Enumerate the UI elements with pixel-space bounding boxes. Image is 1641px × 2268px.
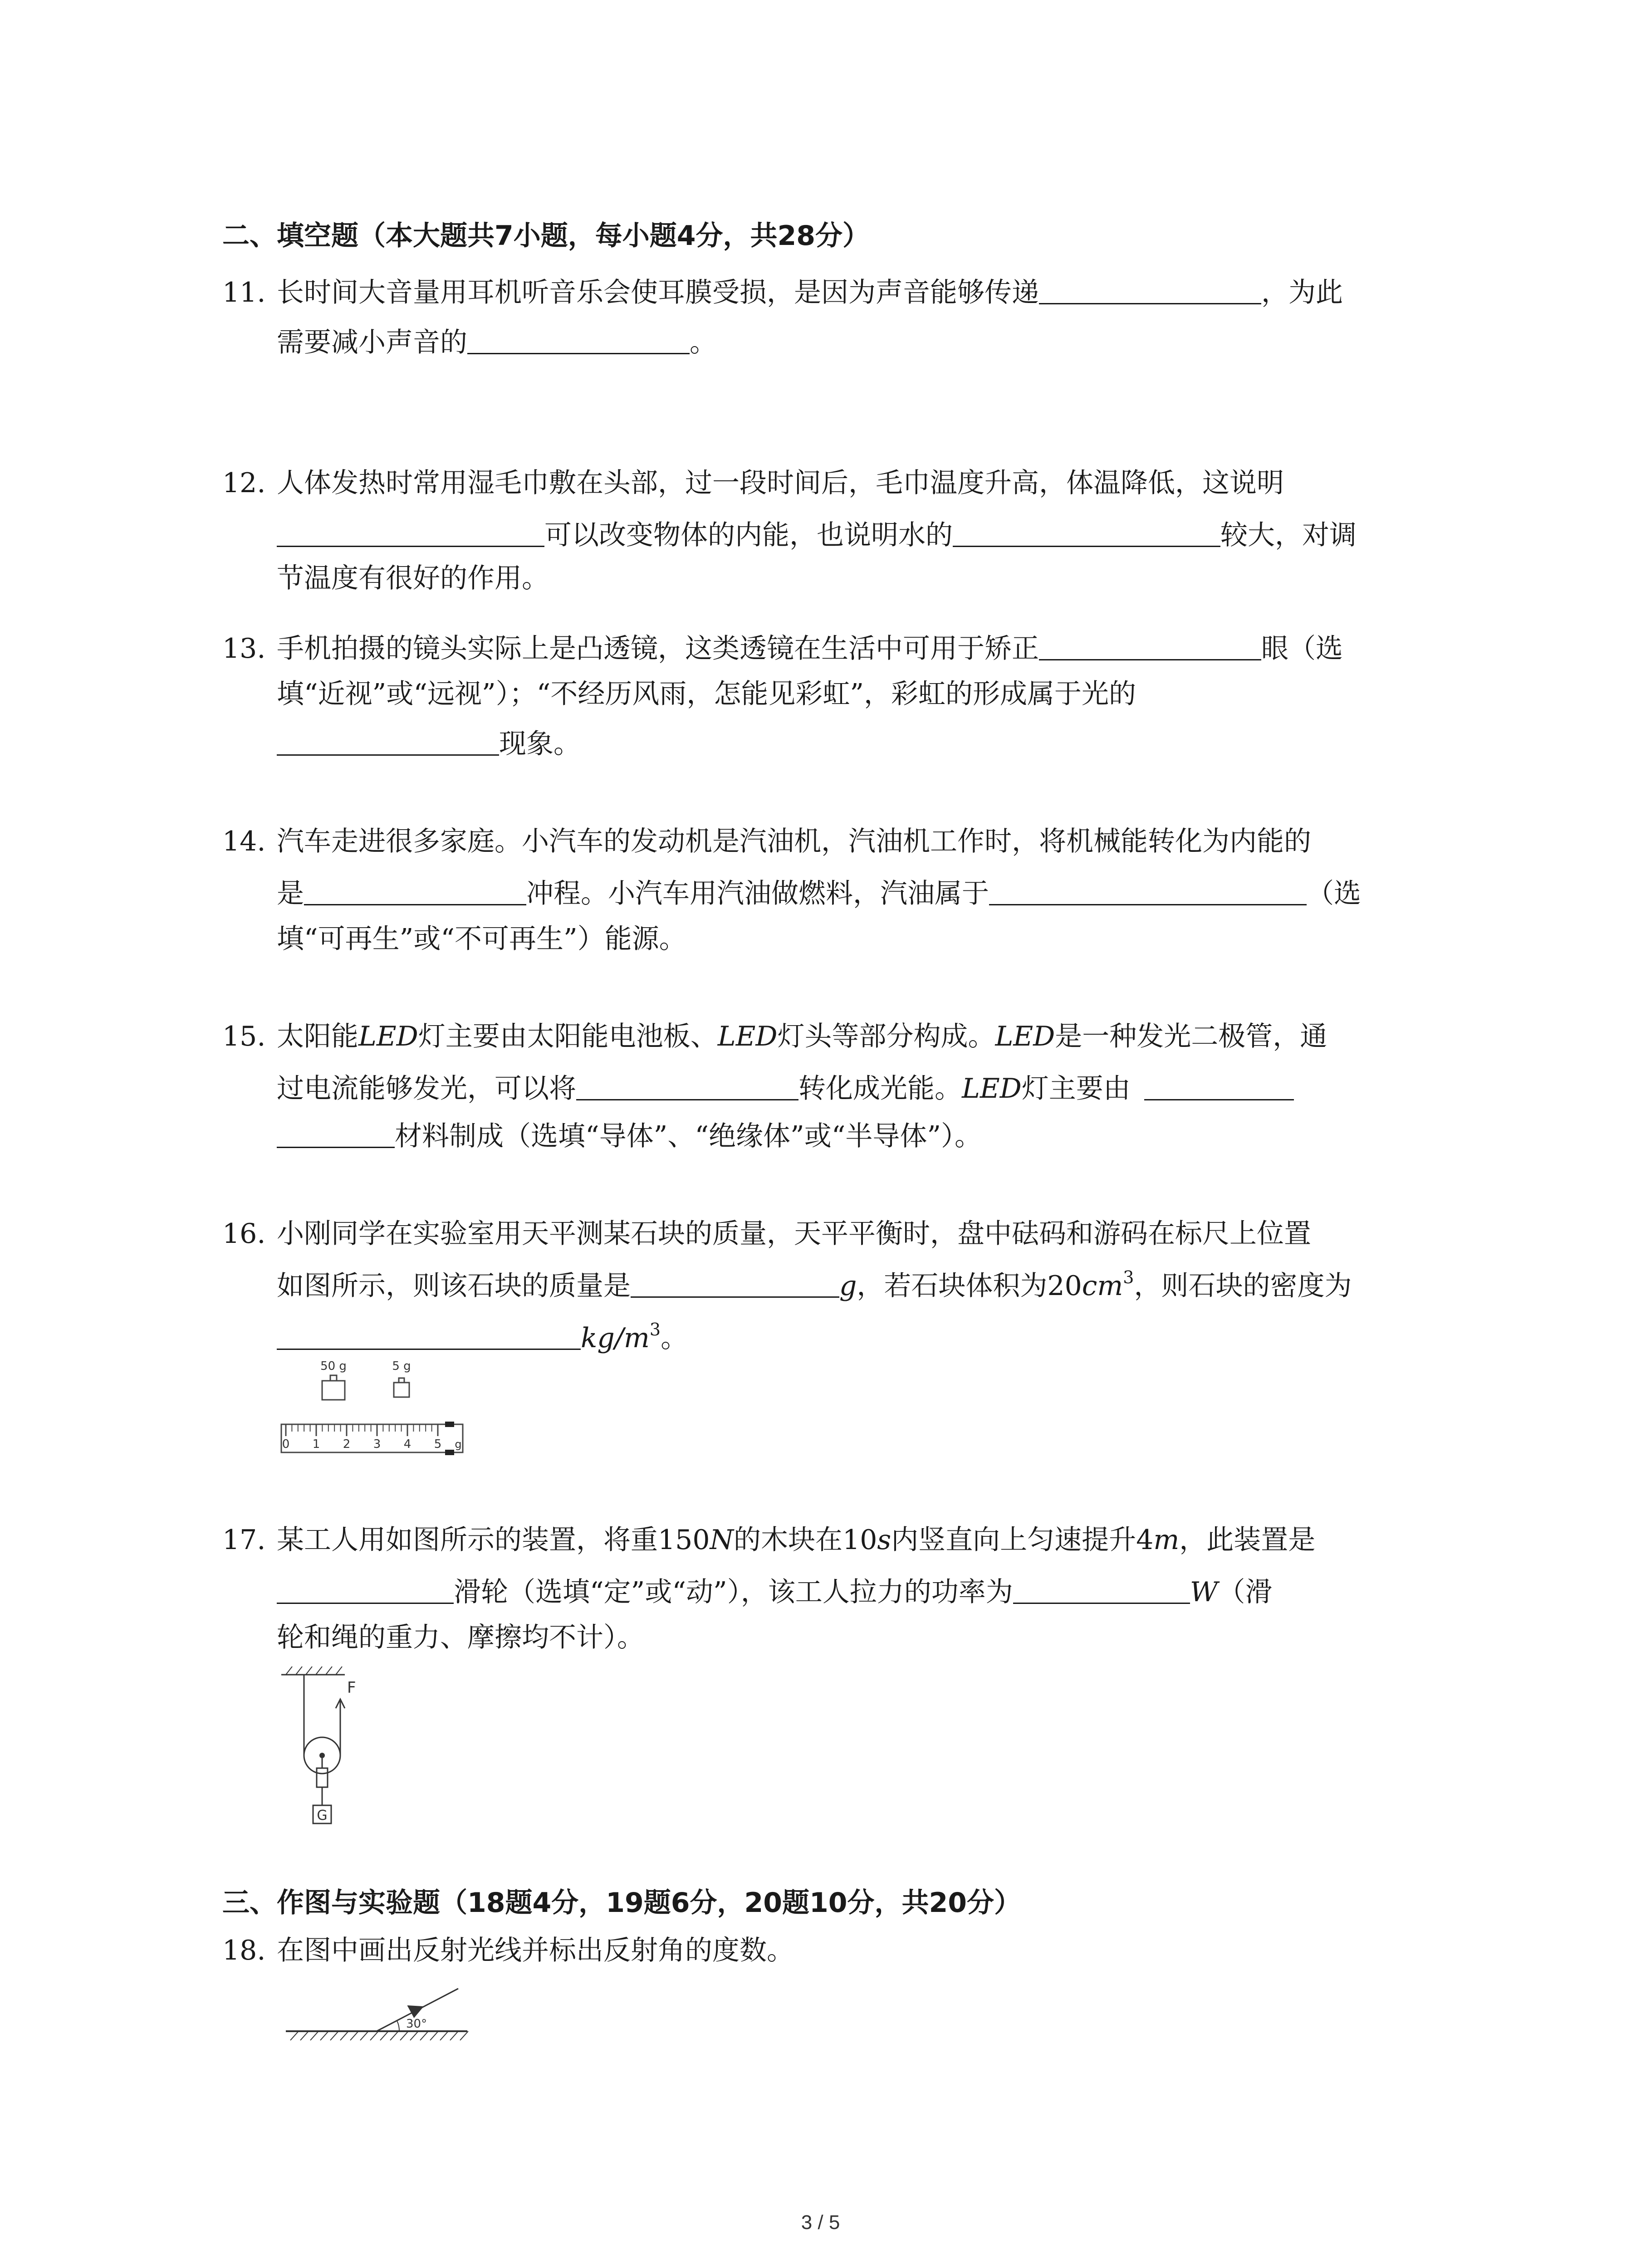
answer-blank[interactable] (1039, 633, 1261, 660)
ray-arrow-icon (407, 2006, 423, 2018)
angle-arc (397, 2021, 399, 2031)
q14-line2 (277, 878, 1361, 907)
question-text: 需要减小声音的 (277, 327, 467, 358)
question-number: 11. (222, 277, 266, 308)
question-text: 某工人用如图所示的装置，将重150 (277, 1524, 710, 1556)
question-text: 灯主要由太阳能电池板、 (418, 1021, 718, 1052)
q12-line1 (222, 469, 1284, 497)
scale-tick-label: 5 (434, 1437, 442, 1451)
answer-blank[interactable] (576, 1073, 798, 1100)
question-text: （滑 (1218, 1576, 1273, 1608)
question-number: 13. (222, 633, 266, 665)
scale-tick-label: 1 (312, 1437, 320, 1451)
force-label: F (347, 1679, 356, 1697)
question-text: 可以改变物体的内能，也说明水的 (544, 519, 953, 551)
answer-blank[interactable] (304, 878, 526, 905)
unit-n: N (710, 1524, 734, 1556)
question-text: 的木块在10 (734, 1524, 877, 1556)
mirror-hatch-line (380, 2031, 388, 2040)
question-text: 如图所示，则该石块的质量是 (277, 1270, 631, 1302)
answer-blank[interactable] (467, 327, 690, 354)
q18-line1 (222, 1937, 794, 1964)
mirror-hatch-line (450, 2031, 458, 2040)
mirror-hatch-line (340, 2031, 348, 2040)
mirror-hatch-line (320, 2031, 328, 2040)
answer-blank[interactable] (1013, 1576, 1190, 1604)
q12-line2 (277, 519, 1357, 549)
q11-line2 (277, 327, 717, 356)
question-text: 。 (661, 1322, 688, 1354)
q13-line3 (277, 728, 581, 758)
answer-blank-continued[interactable] (277, 1120, 395, 1148)
q13-line2: 填“近视”或“远视”）；“不经历风雨，怎能见彩虹”，彩虹的形成属于光的 (277, 678, 1136, 710)
term-led: LED (962, 1073, 1022, 1105)
rider-top (445, 1422, 454, 1427)
question-number: 15. (222, 1021, 266, 1052)
mirror-hatch-line (410, 2031, 418, 2040)
mirror-hatch-line (430, 2031, 438, 2040)
q16-line3 (277, 1322, 688, 1352)
mirror-hatch-line (350, 2031, 358, 2040)
q14-line1 (222, 828, 1311, 855)
q15-line3 (277, 1120, 982, 1150)
unit-m: m (1153, 1524, 1180, 1556)
q16-line1 (222, 1218, 1311, 1250)
answer-blank[interactable] (1039, 277, 1261, 304)
question-text: ，此装置是 (1179, 1524, 1316, 1556)
q17-line3: 轮和绳的重力、摩擦均不计）。 (277, 1622, 644, 1653)
ceiling-hatch-icon (281, 1667, 345, 1675)
question-text: （选 (1307, 878, 1361, 909)
term-led: LED (717, 1021, 778, 1052)
question-text: 太阳能 (277, 1021, 358, 1052)
question-text: 灯主要由 (1021, 1073, 1131, 1105)
unit-g: g (839, 1270, 857, 1302)
answer-blank[interactable] (277, 1576, 454, 1604)
mirror-hatch-line (440, 2031, 448, 2040)
q14-line3: 填“可再生”或“不可再生”）能源。 (277, 923, 686, 955)
question-text: ，若石块体积为20 (857, 1270, 1082, 1302)
answer-blank[interactable] (1144, 1073, 1294, 1100)
question-text: 过电流能够发光，可以将 (277, 1073, 576, 1105)
q15-line2 (277, 1073, 1294, 1105)
q12-line3: 节温度有很好的作用。 (277, 562, 549, 594)
term-led: LED (995, 1021, 1055, 1052)
question-text: 眼（选 (1261, 633, 1343, 665)
scale-tick-label: 4 (403, 1437, 411, 1451)
answer-blank[interactable] (631, 1270, 839, 1298)
answer-blank[interactable] (953, 519, 1220, 547)
question-text: 转化成光能。 (798, 1073, 962, 1105)
q16-line2 (277, 1267, 1352, 1302)
question-text: 汽车走进很多家庭。小汽车的发动机是汽油机，汽油机工作时，将机械能转化为内能的 (277, 826, 1311, 857)
question-text: 小刚同学在实验室用天平测某石块的质量，天平平衡时，盘中砝码和游码在标尺上位置 (277, 1218, 1311, 1250)
question-text: 内竖直向上匀速提升4 (891, 1524, 1154, 1556)
question-text: 手机拍摄的镜头实际上是凸透镜，这类透镜在生活中可用于矫正 (277, 633, 1039, 665)
unit-s: s (877, 1524, 892, 1556)
superscript: 3 (1123, 1267, 1134, 1287)
mirror-hatch-line (290, 2031, 299, 2040)
question-text: 较大，对调 (1220, 519, 1357, 551)
question-text: 长时间大音量用耳机听音乐会使耳膜受损，是因为声音能够传递 (277, 277, 1039, 308)
q15-line1 (222, 1023, 1327, 1050)
question-text: 灯头等部分构成。 (777, 1021, 995, 1052)
mirror-hatch-line (460, 2031, 468, 2040)
q11-line1 (222, 277, 1343, 306)
pulley-axle (319, 1753, 325, 1758)
question-text: 冲程。小汽车用汽油做燃料，汽油属于 (526, 878, 989, 909)
question-number: 16. (222, 1218, 266, 1250)
question-text: 材料制成（选填“导体”、“绝缘体”或“半导体”）。 (395, 1120, 982, 1152)
weight-50g-icon (322, 1375, 345, 1400)
section-heading-fill-in: 二、填空题（本大题共7小题，每小题4分，共28分） (222, 220, 870, 252)
mirror-hatch-line (370, 2031, 378, 2040)
mirror-hatch-line (360, 2031, 368, 2040)
mirror-hatch-line (310, 2031, 318, 2040)
question-number: 12. (222, 467, 266, 499)
scale-unit-label: g (455, 1438, 462, 1451)
scale-tick-label: 2 (343, 1437, 351, 1451)
question-text: 。 (690, 327, 717, 358)
term-led: LED (358, 1021, 418, 1052)
mirror-hatch-line (330, 2031, 338, 2040)
unit-cm: cm (1082, 1270, 1123, 1302)
question-text: 人体发热时常用湿毛巾敷在头部，过一段时间后，毛巾温度升高，体温降低，这说明 (277, 467, 1284, 499)
question-number: 17. (222, 1524, 266, 1556)
question-number: 18. (222, 1935, 266, 1966)
load-label: G (317, 1808, 328, 1823)
question-text: 是一种发光二极管，通 (1055, 1021, 1327, 1052)
weight-5g-icon (394, 1378, 409, 1397)
question-number: 14. (222, 826, 266, 857)
rider-scale (281, 1422, 463, 1455)
mirror-hatch-icon (290, 2031, 468, 2040)
question-text: ，则石块的密度为 (1134, 1270, 1352, 1302)
q17-line2 (277, 1576, 1272, 1606)
pulley-figure (277, 1665, 377, 1833)
question-text: 是 (277, 878, 304, 909)
scale-tick-label: 0 (282, 1437, 290, 1451)
mirror-hatch-line (420, 2031, 428, 2040)
angle-label: 30° (406, 2017, 427, 2031)
superscript: 3 (649, 1320, 661, 1339)
q13-line1 (222, 633, 1343, 665)
reflection-figure (281, 1982, 490, 2050)
answer-blank[interactable] (277, 728, 499, 756)
answer-blank[interactable] (277, 519, 544, 547)
scale-tick-label: 3 (373, 1437, 381, 1451)
question-text: 在图中画出反射光线并标出反射角的度数。 (277, 1935, 794, 1966)
answer-blank[interactable] (277, 1322, 581, 1350)
unit-kg-per-m3: kg/m (581, 1322, 650, 1354)
section-heading-experiment: 三、作图与实验题（18题4分，19题6分，20题10分，共20分） (222, 1887, 1021, 1919)
rider-bottom (445, 1450, 454, 1455)
q17-line1 (222, 1526, 1315, 1554)
weight-label-5g: 5 g (392, 1359, 411, 1373)
mirror-hatch-line (390, 2031, 398, 2040)
question-text: 现象。 (499, 728, 581, 760)
weight-label-50g: 50 g (320, 1359, 347, 1373)
hook-block (317, 1768, 328, 1787)
mirror-hatch-line (400, 2031, 408, 2040)
question-text: ，为此 (1261, 277, 1343, 308)
mirror-hatch-line (300, 2031, 309, 2040)
balance-scale-figure (272, 1356, 476, 1465)
unit-w: W (1190, 1576, 1218, 1608)
answer-blank[interactable] (989, 878, 1307, 905)
page-number: 3 / 5 (801, 2211, 840, 2234)
question-text: 滑轮（选填“定”或“动”），该工人拉力的功率为 (454, 1576, 1013, 1608)
